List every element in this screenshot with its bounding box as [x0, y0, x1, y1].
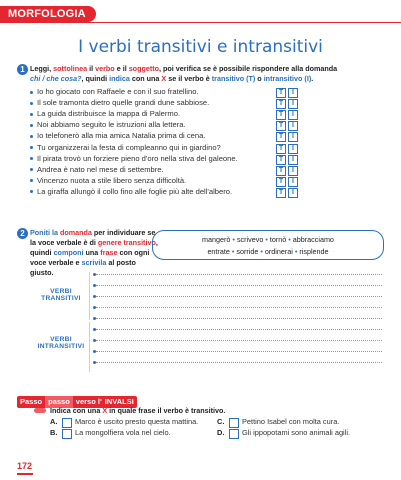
exercise-2-instructions: Poniti la domanda per individuare se la voce verbale è di genere transitivo, quindi componi una frase con ogni voce verbale e scrivila al posto giusto. [30, 228, 158, 277]
writing-line[interactable] [96, 329, 382, 330]
verb-word-box [152, 230, 384, 260]
line-bullet [93, 273, 96, 276]
sentence-text[interactable]: La guida distribuisce la mappa di Palermo. [37, 109, 181, 119]
separator-dot: • [294, 247, 298, 256]
line-bullet [93, 328, 96, 331]
intransitive-checkbox[interactable]: I [288, 144, 298, 154]
verb-word: tornò [269, 235, 287, 244]
separator-dot: • [288, 235, 291, 244]
separator-dot: • [231, 247, 235, 256]
line-bullet [93, 339, 96, 342]
transitive-checkbox[interactable]: T [276, 166, 286, 176]
writing-line[interactable] [96, 285, 382, 286]
sentence-text[interactable]: Andrea è nato nel mese di settembre. [37, 164, 164, 174]
intransitive-checkbox[interactable]: I [288, 121, 298, 131]
sentence-row [30, 98, 209, 107]
separator-dot: • [265, 235, 268, 244]
sentence-row [30, 154, 238, 163]
pencil-icon [34, 408, 46, 413]
line-bullet [93, 317, 96, 320]
option-checkbox[interactable] [229, 429, 239, 439]
verb-word: scrivevo [236, 235, 264, 244]
verb-word: risplende [299, 247, 329, 256]
writing-line[interactable] [96, 307, 382, 308]
verb-word: mangerò [202, 235, 231, 244]
bullet [30, 190, 33, 193]
option-text: Pettino Isabel con molta cura. [242, 417, 340, 426]
option-checkbox[interactable] [62, 418, 72, 428]
bullet [30, 124, 33, 127]
option-letter: B. [50, 428, 58, 437]
intransitive-checkbox[interactable]: I [288, 166, 298, 176]
transitive-checkbox[interactable]: T [276, 155, 286, 165]
sentence-text[interactable]: Io telefonerò alla mia amica Natalia prima di cena. [37, 131, 206, 141]
sentence-text[interactable]: Noi abbiamo seguito le istruzioni alla lettera. [37, 120, 186, 130]
header-rule [0, 22, 401, 23]
sentence-row [30, 120, 186, 129]
page-number: 172 [17, 461, 33, 471]
sentence-row [30, 109, 180, 118]
bullet [30, 157, 33, 160]
exercise-1-instructions: Leggi, sottolinea il verbo e il soggetto, poi verifica se è possibile rispondere alla domanda chi / che cosa?, quindi indica con una X se il verbo è transitivo (T) o intransitivo (I). [30, 64, 338, 83]
sentence-text[interactable]: Vincenzo nuota a stile libero senza difficoltà. [37, 175, 187, 185]
writing-line[interactable] [96, 274, 382, 275]
verb-word: ordinerai [264, 247, 293, 256]
line-bullet [93, 361, 96, 364]
sentence-text[interactable]: Il sole tramonta dietro quelle grandi dune sabbiose. [37, 98, 210, 108]
intransitive-checkbox[interactable]: I [288, 177, 298, 187]
transitive-checkbox[interactable]: T [276, 88, 286, 98]
transitive-checkbox[interactable]: T [276, 177, 286, 187]
line-bullet [93, 295, 96, 298]
sentence-row [30, 87, 199, 96]
writing-line[interactable] [96, 296, 382, 297]
separator-dot: • [232, 235, 235, 244]
sentence-row [30, 143, 221, 152]
option-checkbox[interactable] [62, 429, 72, 439]
verb-word: sorride [236, 247, 259, 256]
verb-word: entrate [207, 247, 230, 256]
intransitive-checkbox[interactable]: I [288, 99, 298, 109]
intransitive-checkbox[interactable]: I [288, 132, 298, 142]
invalsi-question: Indica con una X in quale frase il verbo è transitivo. [50, 406, 226, 415]
exercise-1-number: 1 [17, 64, 28, 75]
bullet [30, 102, 33, 105]
option-letter: A. [50, 417, 58, 426]
bullet [30, 179, 33, 182]
transitive-checkbox[interactable]: T [276, 132, 286, 142]
sentence-row [30, 187, 232, 196]
page-number-rule [17, 473, 33, 475]
sentence-text[interactable]: Io ho giocato con Raffaele e con il suo fratellino. [37, 87, 199, 96]
sentence-row [30, 131, 205, 140]
word-row-2 [153, 247, 383, 256]
intransitive-checkbox[interactable]: I [288, 155, 298, 165]
transitive-checkbox[interactable]: T [276, 99, 286, 109]
exercise-2-number: 2 [17, 228, 28, 239]
page-title: I verbi transitivi e intransitivi [78, 37, 323, 57]
writing-line[interactable] [96, 318, 382, 319]
line-bullet [93, 306, 96, 309]
intransitive-divider [89, 322, 90, 372]
bullet [30, 146, 33, 149]
intransitive-checkbox[interactable]: I [288, 88, 298, 98]
option-letter: D. [217, 428, 225, 437]
bullet [30, 168, 33, 171]
sentence-text[interactable]: La giraffa allungò il collo fino alle foglie più alte dell'albero. [37, 186, 233, 196]
transitive-checkbox[interactable]: T [276, 121, 286, 131]
option-text: Gli ippopotami sono animali agili. [242, 428, 351, 437]
transitive-checkbox[interactable]: T [276, 188, 286, 198]
sentence-row [30, 165, 164, 174]
line-bullet [93, 350, 96, 353]
line-bullet [93, 284, 96, 287]
transitive-checkbox[interactable]: T [276, 110, 286, 120]
transitive-divider [89, 272, 90, 320]
bullet [30, 135, 33, 138]
bullet [30, 113, 33, 116]
intransitive-checkbox[interactable]: I [288, 188, 298, 198]
sentence-text[interactable]: Tu organizzerai la festa di compleanno qui in giardino? [37, 142, 221, 152]
word-row-1 [153, 235, 383, 244]
sentence-row [30, 176, 186, 185]
invalsi-badge: Passo passo verso l' INVALSI [17, 391, 137, 403]
separator-dot: • [260, 247, 263, 256]
bullet [30, 91, 33, 94]
option-letter: C. [217, 417, 225, 426]
option-text: Marco è uscito presto questa mattina. [75, 417, 199, 426]
transitive-checkbox[interactable]: T [276, 144, 286, 154]
section-label: MORFOLOGIA [8, 8, 86, 20]
option-checkbox[interactable] [229, 418, 239, 428]
intransitive-checkbox[interactable]: I [288, 110, 298, 120]
writing-line[interactable] [96, 351, 382, 352]
label-intransitive: VERBI INTRANSITIVI [37, 336, 85, 350]
sentence-text[interactable]: Il pirata trovò un forziere pieno d'oro nella stiva del galeone. [37, 153, 238, 163]
verb-word: abbracciamo [292, 235, 334, 244]
option-text: La mongolfiera vola nel cielo. [75, 428, 171, 437]
writing-line[interactable] [96, 362, 382, 363]
writing-line[interactable] [96, 340, 382, 341]
label-transitive: VERBI TRANSITIVI [41, 288, 81, 302]
